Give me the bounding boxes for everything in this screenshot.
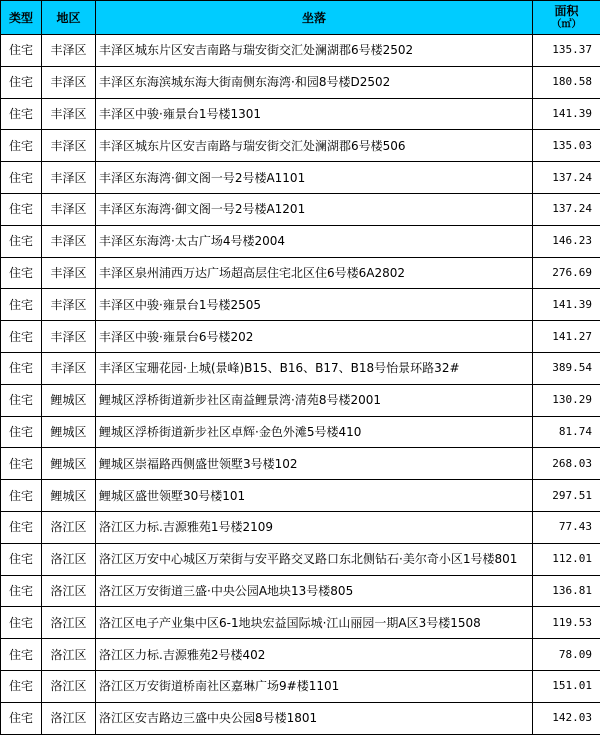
cell-type: 住宅 xyxy=(1,130,42,162)
cell-address: 丰泽区宝珊花园·上城(景峰)B15、B16、B17、B18号怡景环路32# xyxy=(96,352,533,384)
cell-area: 276.69 xyxy=(533,257,600,289)
cell-district: 洛江区 xyxy=(42,575,96,607)
cell-area: 146.23 xyxy=(533,225,600,257)
cell-address: 洛江区安吉路边三盛中央公园8号楼1801 xyxy=(96,702,533,734)
table-row xyxy=(1,193,600,225)
cell-type: 住宅 xyxy=(1,384,42,416)
cell-type: 住宅 xyxy=(1,702,42,734)
cell-address: 丰泽区东海湾·御文阁一号2号楼A1201 xyxy=(96,193,533,225)
table-row xyxy=(1,98,600,130)
cell-area: 135.37 xyxy=(533,35,600,67)
cell-district: 洛江区 xyxy=(42,702,96,734)
cell-type: 住宅 xyxy=(1,448,42,480)
cell-area: 137.24 xyxy=(533,193,600,225)
cell-area: 136.81 xyxy=(533,575,600,607)
table-row xyxy=(1,130,600,162)
cell-district: 丰泽区 xyxy=(42,225,96,257)
table-row xyxy=(1,575,600,607)
cell-address: 丰泽区泉州浦西万达广场超高层住宅北区住6号楼6A2802 xyxy=(96,257,533,289)
table-row xyxy=(1,384,600,416)
cell-district: 鲤城区 xyxy=(42,448,96,480)
table-row xyxy=(1,162,600,194)
cell-type: 住宅 xyxy=(1,543,42,575)
cell-address: 丰泽区城东片区安吉南路与瑞安街交汇处澜湖郡6号楼2502 xyxy=(96,35,533,67)
cell-type: 住宅 xyxy=(1,639,42,671)
cell-district: 丰泽区 xyxy=(42,130,96,162)
cell-area: 112.01 xyxy=(533,543,600,575)
header-area-label: 面积 xyxy=(554,3,579,18)
cell-district: 洛江区 xyxy=(42,543,96,575)
cell-area: 389.54 xyxy=(533,352,600,384)
header-address: 坐落 xyxy=(96,1,533,35)
cell-district: 丰泽区 xyxy=(42,193,96,225)
cell-area: 130.29 xyxy=(533,384,600,416)
cell-district: 鲤城区 xyxy=(42,384,96,416)
table-row xyxy=(1,702,600,734)
cell-area: 141.27 xyxy=(533,321,600,353)
cell-address: 鲤城区浮桥街道新步社区卓辉·金色外滩5号楼410 xyxy=(96,416,533,448)
cell-type: 住宅 xyxy=(1,35,42,67)
cell-area: 268.03 xyxy=(533,448,600,480)
table-row xyxy=(1,543,600,575)
cell-district: 丰泽区 xyxy=(42,257,96,289)
cell-address: 洛江区电子产业集中区6-1地块宏益国际城·江山丽园一期A区3号楼1508 xyxy=(96,607,533,639)
cell-district: 鲤城区 xyxy=(42,480,96,512)
cell-district: 丰泽区 xyxy=(42,162,96,194)
cell-area: 81.74 xyxy=(533,416,600,448)
cell-type: 住宅 xyxy=(1,162,42,194)
cell-address: 洛江区万安中心城区万荣街与安平路交叉路口东北侧钻石·美尔奇小区1号楼801 xyxy=(96,543,533,575)
cell-area: 141.39 xyxy=(533,289,600,321)
table-row xyxy=(1,511,600,543)
cell-type: 住宅 xyxy=(1,98,42,130)
cell-area: 137.24 xyxy=(533,162,600,194)
cell-address: 丰泽区东海滨城东海大街南侧东海湾·和园8号楼D2502 xyxy=(96,66,533,98)
cell-type: 住宅 xyxy=(1,257,42,289)
cell-type: 住宅 xyxy=(1,511,42,543)
cell-address: 洛江区万安街道三盛·中央公园A地块13号楼805 xyxy=(96,575,533,607)
cell-type: 住宅 xyxy=(1,66,42,98)
cell-address: 丰泽区中骏·雍景台1号楼1301 xyxy=(96,98,533,130)
cell-type: 住宅 xyxy=(1,416,42,448)
table-row xyxy=(1,639,600,671)
header-type: 类型 xyxy=(1,1,42,35)
table-row xyxy=(1,448,600,480)
cell-address: 鲤城区浮桥街道新步社区南益鲤景湾·清苑8号楼2001 xyxy=(96,384,533,416)
table-row xyxy=(1,66,600,98)
cell-type: 住宅 xyxy=(1,321,42,353)
table-row xyxy=(1,416,600,448)
cell-type: 住宅 xyxy=(1,289,42,321)
cell-address: 丰泽区东海湾·御文阁一号2号楼A1101 xyxy=(96,162,533,194)
header-row xyxy=(1,1,600,35)
cell-district: 鲤城区 xyxy=(42,416,96,448)
cell-type: 住宅 xyxy=(1,225,42,257)
cell-district: 洛江区 xyxy=(42,607,96,639)
cell-address: 丰泽区城东片区安吉南路与瑞安街交汇处澜湖郡6号楼506 xyxy=(96,130,533,162)
cell-address: 丰泽区东海湾·太古广场4号楼2004 xyxy=(96,225,533,257)
cell-area: 142.03 xyxy=(533,702,600,734)
cell-address: 丰泽区中骏·雍景台6号楼202 xyxy=(96,321,533,353)
cell-district: 丰泽区 xyxy=(42,352,96,384)
cell-district: 丰泽区 xyxy=(42,98,96,130)
cell-area: 180.58 xyxy=(533,66,600,98)
cell-address: 鲤城区崇福路西侧盛世领墅3号楼102 xyxy=(96,448,533,480)
cell-address: 丰泽区中骏·雍景台1号楼2505 xyxy=(96,289,533,321)
table-row xyxy=(1,480,600,512)
cell-address: 洛江区万安街道桥南社区嘉琳广场9#楼1101 xyxy=(96,670,533,702)
cell-type: 住宅 xyxy=(1,193,42,225)
header-district: 地区 xyxy=(42,1,96,35)
cell-district: 丰泽区 xyxy=(42,289,96,321)
cell-district: 洛江区 xyxy=(42,639,96,671)
cell-district: 丰泽区 xyxy=(42,321,96,353)
cell-district: 丰泽区 xyxy=(42,35,96,67)
cell-type: 住宅 xyxy=(1,575,42,607)
table-row xyxy=(1,321,600,353)
table-row xyxy=(1,257,600,289)
table-row xyxy=(1,225,600,257)
table-row xyxy=(1,352,600,384)
cell-type: 住宅 xyxy=(1,352,42,384)
cell-area: 78.09 xyxy=(533,639,600,671)
table-row xyxy=(1,670,600,702)
cell-district: 丰泽区 xyxy=(42,66,96,98)
cell-area: 119.53 xyxy=(533,607,600,639)
cell-area: 297.51 xyxy=(533,480,600,512)
cell-district: 洛江区 xyxy=(42,670,96,702)
cell-type: 住宅 xyxy=(1,480,42,512)
cell-area: 151.01 xyxy=(533,670,600,702)
cell-area: 77.43 xyxy=(533,511,600,543)
cell-area: 135.03 xyxy=(533,130,600,162)
table-row xyxy=(1,289,600,321)
cell-type: 住宅 xyxy=(1,670,42,702)
cell-district: 洛江区 xyxy=(42,511,96,543)
cell-area: 141.39 xyxy=(533,98,600,130)
table-row xyxy=(1,35,600,67)
cell-address: 洛江区力标.吉源雅苑2号楼402 xyxy=(96,639,533,671)
cell-address: 洛江区力标.吉源雅苑1号楼2109 xyxy=(96,511,533,543)
header-area xyxy=(533,1,600,35)
table-row xyxy=(1,607,600,639)
cell-type: 住宅 xyxy=(1,607,42,639)
header-area-unit: （㎡） xyxy=(551,18,582,30)
cell-address: 鲤城区盛世领墅30号楼101 xyxy=(96,480,533,512)
